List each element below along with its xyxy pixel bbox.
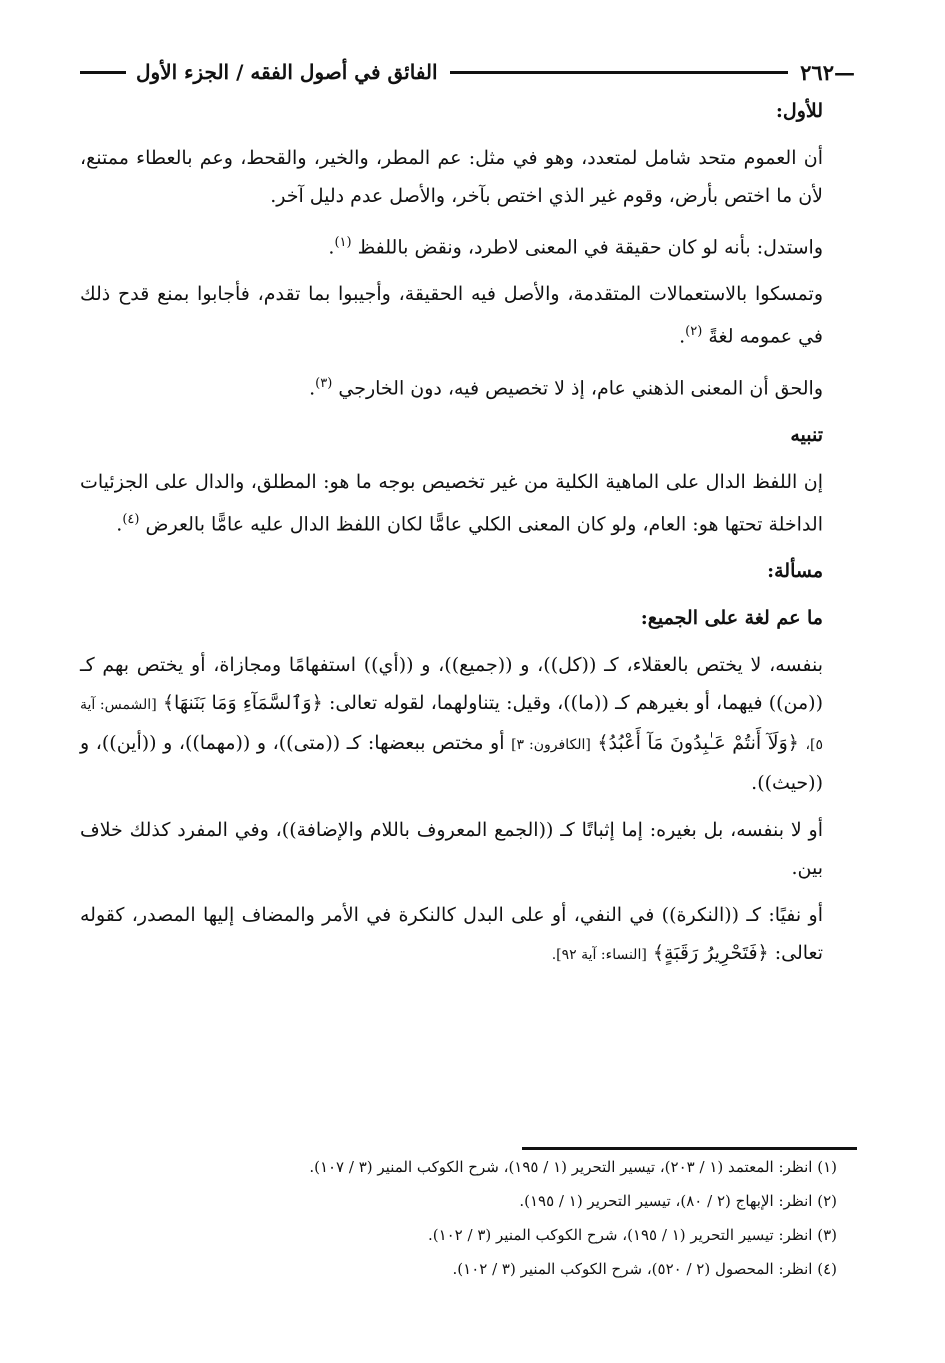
citation-3: [النساء: آية ٩٢]. [551,947,647,964]
footnote-3: (٣) انظر: تيسير التحرير (١ / ١٩٥)، شرح الكوكب المنير (٣ / ١٠٢). [427,1226,837,1244]
running-header [80,55,855,89]
header-rule-end [80,71,126,74]
book-title: الفائق في أصول الفقه / الجزء الأول [136,60,438,84]
heading-ma-am: ما عم لغة على الجميع: [640,607,823,630]
paragraph-5: إن اللفظ الدال على الماهية الكلية من غير تخصيص بوجه ما هو: المطلق، والدال على الجزئيات الداخلة تحتها هو: العام، ولو كان المعنى الكلي عامًّا لكان اللفظ الدال عليه عامًّا بالعرض $^{(٤)}$. [80,470,823,536]
citation-2: [الكافرون: ٣] [511,737,591,754]
paragraph-2: واستدل: بأنه لو كان حقيقة في المعنى لاطرد، ونقض باللفظ $^{(١)}$. [328,235,823,259]
footnotes [80,1156,857,1292]
paragraph-3: وتمسكوا بالاستعمالات المتقدمة، والأصل فيه الحقيقة، وأجيبوا بما تقدم، فأجابوا بمنع قدح ذلك في عمومه لغةً $^{(٢)}$. [80,283,823,348]
quran-verse-1: ﴿وَٱلسَّمَآءِ وَمَا بَنَنهَا﴾ [162,692,323,715]
quran-verse-3: ﴿فَتَحْرِيرُ رَقَبَةٍ﴾ [652,942,769,965]
paragraph-1: أن العموم متحد شامل لمتعدد، وهو في مثل: عم المطر، والخير، والقحط، وعم بالعطاء ممتنع، لأن ما اختص بأرض، وقوم غير الذي اختص بآخر، والأصل عدم دليل آخر. [80,147,823,207]
paragraph-4: والحق أن المعنى الذهني عام، إذ لا تخصيص فيه، دون الخارجي $^{(٣)}$. [309,375,823,399]
footnote-1: (١) انظر: المعتمد (١ / ٢٠٣)، تيسير التحرير (١ / ١٩٥)، شرح الكوكب المنير (٣ / ١٠٧). [309,1158,837,1176]
citation-1: [الشمس: آية ٥]، [80,697,823,754]
paragraph-6: بنفسه، لا يختص بالعقلاء، كـ ((كل))، و ((جميع))، و ((أي)) استفهامًا ومجازاة، أو يختص بهم كـ ((من)) فيهما، أو بغيرهم كـ ((ما))، وقيل: يتناولهما، لقوله تعالى: ﴿وَٱلسَّمَآءِ وَمَا بَنَنهَا﴾ [الشمس: آية ٥]، ﴿وَلَآ أَنتُمْ عَـٰبِدُونَ مَآ أَعْبُدُ﴾ [الكافرون: ٣] أو مختص ببعضها: كـ ((متى))، و ((مهما))، و ((أين))، و ((حيث)). [80,654,824,795]
footnote-separator [522,1147,857,1150]
footnote-2: (٢) انظر: الإبهاج (٢ / ٨٠)، تيسير التحرير (١ / ١٩٥). [519,1192,837,1210]
header-rule [450,71,789,74]
footnote-ref-2[interactable]: (٢) [685,324,703,340]
footnote-4: (٤) انظر: المحصول (٢ / ٥٢٠)، شرح الكوكب المنير (٣ / ١٠٢). [452,1260,837,1278]
page-number: —٢٦٢ [800,59,855,85]
footnote-ref-3[interactable]: (٣) [315,375,333,391]
main-text [80,92,823,983]
paragraph-7: أو لا بنفسه، بل بغيره: إما إثباتًا كـ ((الجمع المعروف باللام والإضافة))، وفي المفرد كذلك خلاف بين. [80,819,823,880]
quran-verse-2: ﴿وَلَآ أَنتُمْ عَـٰبِدُونَ مَآ أَعْبُدُ﴾ [597,732,799,755]
heading-masala: مسألة: [767,560,823,583]
heading-tanbih: تنبيه [790,423,823,446]
footnote-ref-4[interactable]: (٤) [122,511,140,527]
footnote-ref-1[interactable]: (١) [334,235,352,250]
paragraph-8: أو نفيًا: كـ ((النكرة)) في النفي، أو على البدل كالنكرة في الأمر والمضاف إليها المصدر، كقوله تعالى: ﴿فَتَحْرِيرُ رَقَبَةٍ﴾ [النساء: آية ٩٢]. [80,904,823,965]
heading-first: للأول: [775,100,823,122]
